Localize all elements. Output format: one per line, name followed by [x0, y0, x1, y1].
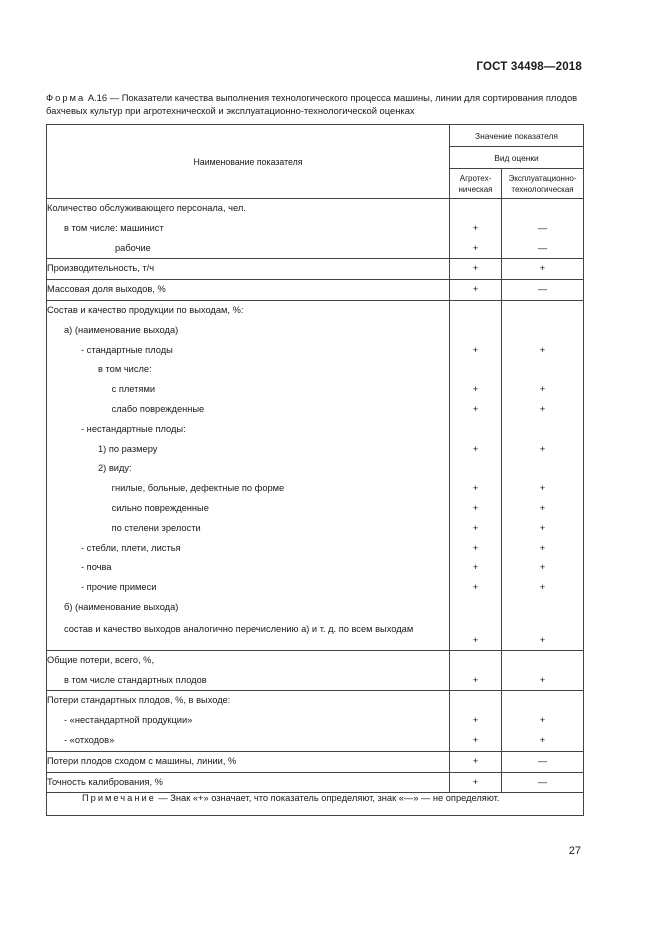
table-row-group — [47, 259, 584, 280]
expl-mark — [502, 598, 583, 618]
indicator-name: Общие потери, всего, %, — [47, 654, 155, 665]
indicator-name: а) (наименование выхода) — [64, 324, 179, 335]
indicator-name: гнилые, больные, дефектные по форме — [111, 483, 285, 494]
expl-mark: + — [539, 522, 546, 533]
table-note-row — [47, 793, 584, 816]
expl-mark — [502, 420, 583, 440]
table-note — [47, 793, 584, 816]
table-row-group — [47, 691, 584, 751]
indicator-name: Массовая доля выходов, % — [47, 284, 166, 295]
agro-mark: + — [472, 222, 479, 233]
agro-value-cell — [450, 751, 502, 772]
indicator-name: Производительность, т/ч — [47, 263, 155, 274]
agro-mark: + — [472, 403, 479, 414]
expl-mark: + — [539, 502, 546, 513]
expl-mark: — — [537, 222, 548, 233]
expl-value-cell — [502, 751, 584, 772]
agro-value-cell — [450, 650, 502, 691]
table-row-group — [47, 650, 584, 691]
agro-value-cell — [450, 691, 502, 751]
expl-mark: + — [539, 634, 546, 645]
agro-mark: + — [472, 562, 479, 573]
agro-mark: + — [472, 634, 479, 645]
agro-mark: + — [472, 483, 479, 494]
indicator-name-cell — [47, 691, 450, 751]
table-row-group — [47, 300, 584, 650]
agro-value-cell — [450, 259, 502, 280]
indicator-name: - почва — [81, 562, 112, 573]
indicator-name: 1) по размеру — [98, 443, 158, 454]
expl-value-cell — [502, 691, 584, 751]
indicator-name: - «нестандартной продукции» — [64, 715, 193, 726]
indicator-name: 2) виду: — [98, 463, 132, 474]
agro-mark — [450, 651, 501, 671]
table-row-group — [47, 199, 584, 259]
agro-mark — [450, 691, 501, 711]
expl-mark — [502, 321, 583, 341]
indicators-table — [46, 124, 584, 816]
agro-mark — [450, 598, 501, 618]
expl-mark: — — [537, 755, 548, 766]
indicator-name: - стандартные плоды — [81, 344, 173, 355]
indicator-name: Потери стандартных плодов, %, в выходе: — [47, 695, 231, 706]
agro-mark: + — [472, 443, 479, 454]
agro-value-cell — [450, 300, 502, 650]
agro-mark: + — [472, 776, 479, 787]
expl-value-cell — [502, 772, 584, 793]
agro-mark: + — [472, 284, 479, 295]
agro-mark: + — [472, 755, 479, 766]
expl-mark: + — [539, 542, 546, 553]
caption-lead: Форма — [46, 92, 86, 103]
expl-value-cell — [502, 650, 584, 691]
expl-value-cell — [502, 199, 584, 259]
indicator-name: сильно поврежденные — [111, 502, 209, 513]
expl-mark: + — [539, 674, 546, 685]
standard-number: ГОСТ 34498—2018 — [476, 61, 582, 73]
indicator-name-cell — [47, 280, 450, 301]
expl-value-cell — [502, 280, 584, 301]
agro-value-cell — [450, 280, 502, 301]
expl-mark: — — [537, 242, 548, 253]
expl-mark: + — [539, 582, 546, 593]
expl-mark — [502, 651, 583, 671]
agro-mark — [450, 199, 501, 219]
agro-mark — [450, 360, 501, 380]
expl-mark — [502, 360, 583, 380]
header-indicator-value: Значение показателя — [450, 125, 584, 147]
table-row-group — [47, 280, 584, 301]
indicator-name: - «отходов» — [64, 734, 115, 745]
expl-mark — [502, 301, 583, 321]
indicator-name: - нестандартные плоды: — [81, 423, 186, 434]
indicator-name: б) (наименование выхода) — [64, 601, 179, 612]
expl-mark: — — [537, 776, 548, 787]
page-number: 27 — [568, 845, 581, 857]
indicator-name: по стелени зрелости — [111, 522, 201, 533]
expl-mark: + — [539, 734, 546, 745]
indicator-name: с плетями — [111, 384, 156, 395]
expl-mark: + — [539, 344, 546, 355]
agro-mark: + — [472, 242, 479, 253]
indicator-name: в том числе стандартных плодов — [64, 674, 207, 685]
expl-mark: + — [539, 403, 546, 414]
expl-mark: + — [539, 562, 546, 573]
expl-mark — [502, 691, 583, 711]
indicator-name: - прочие примеси — [81, 582, 157, 593]
expl-mark: — — [537, 284, 548, 295]
indicator-name: в том числе: — [98, 364, 152, 375]
agro-mark: + — [472, 715, 479, 726]
agro-mark: + — [472, 542, 479, 553]
agro-mark: + — [472, 384, 479, 395]
indicator-name: слабо поврежденные — [111, 403, 205, 414]
indicator-name: Потери плодов сходом с машины, линии, % — [47, 755, 237, 766]
note-text: — Знак «+» означает, что показатель определяют, знак «—» — не определяют. — [155, 793, 500, 804]
form-caption — [46, 91, 583, 117]
indicator-name: состав и качество выходов аналогично перечислению а) и т. д. по всем выходам — [64, 623, 414, 634]
agro-mark: + — [472, 582, 479, 593]
expl-mark — [502, 199, 583, 219]
header-operational: Эксплуатационно- технологическая — [502, 169, 584, 199]
indicator-name: рабочие — [115, 242, 151, 253]
agro-mark: + — [472, 674, 479, 685]
table-row-group — [47, 751, 584, 772]
agro-mark: + — [472, 734, 479, 745]
agro-mark — [450, 321, 501, 341]
indicator-name: Состав и качество продукции по выходам, %: — [47, 304, 244, 315]
expl-mark: + — [539, 443, 546, 454]
indicator-name-cell — [47, 772, 450, 793]
indicator-name-cell — [47, 199, 450, 259]
indicator-name-cell — [47, 259, 450, 280]
indicator-name: Количество обслуживающего персонала, чел. — [47, 203, 246, 213]
header-evaluation-kind: Вид оценки — [450, 147, 584, 169]
expl-mark: + — [539, 483, 546, 494]
agro-value-cell — [450, 772, 502, 793]
indicator-name: в том числе: машинист — [64, 222, 164, 233]
agro-mark: + — [472, 344, 479, 355]
agro-value-cell — [450, 199, 502, 259]
expl-mark — [502, 459, 583, 479]
header-agrotechnical: Агротех- ническая — [450, 169, 502, 199]
indicator-name-cell — [47, 751, 450, 772]
header-indicator-name: Наименование показателя — [47, 125, 450, 199]
expl-mark: + — [539, 715, 546, 726]
agro-mark — [450, 459, 501, 479]
indicator-name: Точность калибрования, % — [47, 776, 163, 787]
indicator-name-cell — [47, 300, 450, 650]
caption-text: А.16 — Показатели качества выполнения технологического процесса машины, линии для сортирования плодов бахчевых культур при агротехнической и эксплуатационно-технологической оценках — [46, 92, 578, 116]
expl-value-cell — [502, 259, 584, 280]
indicator-name: - стебли, плети, листья — [81, 542, 181, 553]
expl-mark: + — [539, 263, 546, 274]
table-row-group — [47, 772, 584, 793]
agro-mark: + — [472, 263, 479, 274]
expl-mark: + — [539, 384, 546, 395]
agro-mark — [450, 420, 501, 440]
agro-mark — [450, 301, 501, 321]
agro-mark: + — [472, 502, 479, 513]
expl-value-cell — [502, 300, 584, 650]
note-lead: Примечание — [82, 793, 156, 804]
indicator-name-cell — [47, 650, 450, 691]
agro-mark: + — [472, 522, 479, 533]
